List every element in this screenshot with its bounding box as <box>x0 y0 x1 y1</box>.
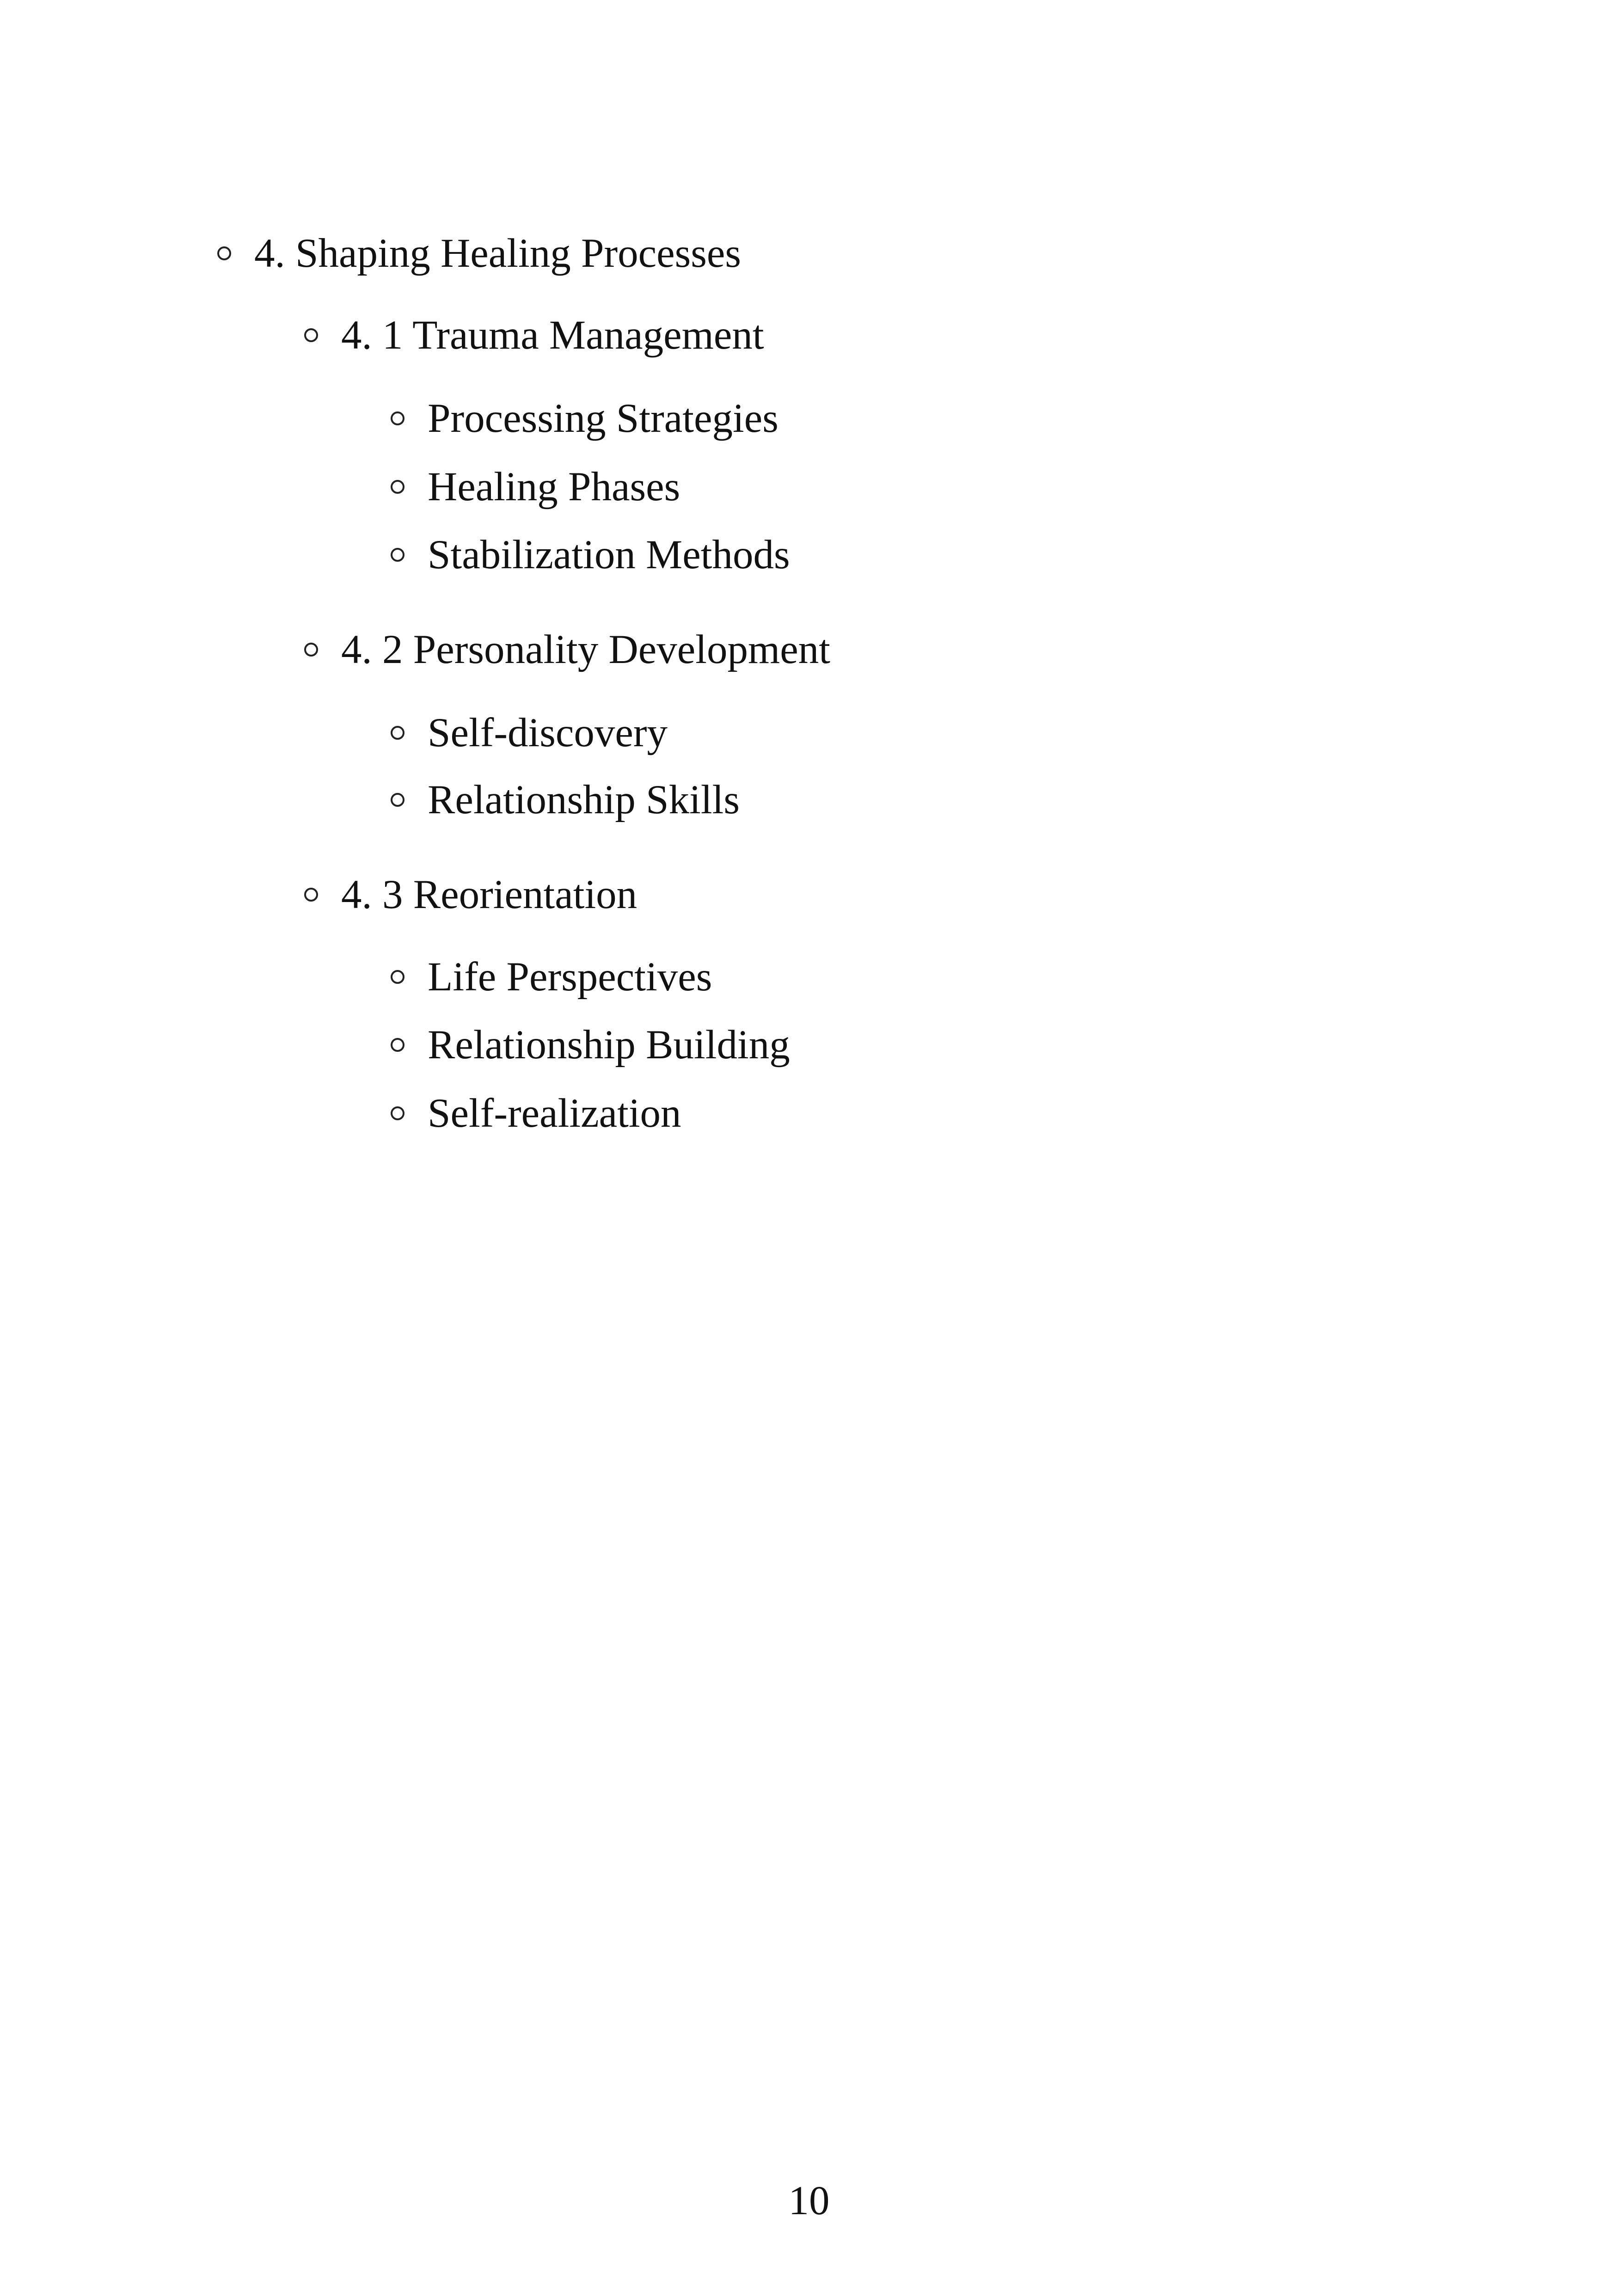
subsection-title: 4. 2 Personality Development <box>341 627 830 672</box>
hollow-bullet-icon <box>304 328 318 342</box>
hollow-bullet-icon <box>391 1038 404 1052</box>
outline-subsection-1 <box>304 310 764 361</box>
hollow-bullet-icon <box>391 548 404 562</box>
item-label: Self-discovery <box>428 710 668 755</box>
hollow-bullet-icon <box>391 480 404 494</box>
outline-subsection-3 <box>304 869 637 920</box>
hollow-bullet-icon <box>304 888 318 902</box>
hollow-bullet-icon <box>391 411 404 425</box>
item-label: Relationship Skills <box>428 777 740 823</box>
hollow-bullet-icon <box>391 726 404 740</box>
item-label: Relationship Building <box>428 1022 790 1068</box>
outline-item <box>391 952 712 1002</box>
hollow-bullet-icon <box>391 970 404 984</box>
item-label: Healing Phases <box>428 464 680 510</box>
outline-item <box>391 529 790 580</box>
outline-item <box>391 461 680 512</box>
subsection-title: 4. 1 Trauma Management <box>341 313 764 358</box>
outline-section <box>217 228 741 279</box>
item-label: Processing Strategies <box>428 396 778 441</box>
hollow-bullet-icon <box>217 246 231 260</box>
page-number: 10 <box>788 2178 830 2223</box>
hollow-bullet-icon <box>391 793 404 807</box>
outline-item <box>391 707 668 758</box>
outline-item <box>391 1088 681 1139</box>
outline-item <box>391 1019 790 1070</box>
outline-item <box>391 393 778 444</box>
hollow-bullet-icon <box>304 643 318 657</box>
subsection-title: 4. 3 Reorientation <box>341 872 637 917</box>
outline-item <box>391 774 740 825</box>
section-title: 4. Shaping Healing Processes <box>254 231 742 276</box>
hollow-bullet-icon <box>391 1106 404 1120</box>
item-label: Life Perspectives <box>428 954 712 1000</box>
outline-subsection-2 <box>304 624 830 675</box>
item-label: Stabilization Methods <box>428 532 790 577</box>
item-label: Self-realization <box>428 1091 681 1136</box>
